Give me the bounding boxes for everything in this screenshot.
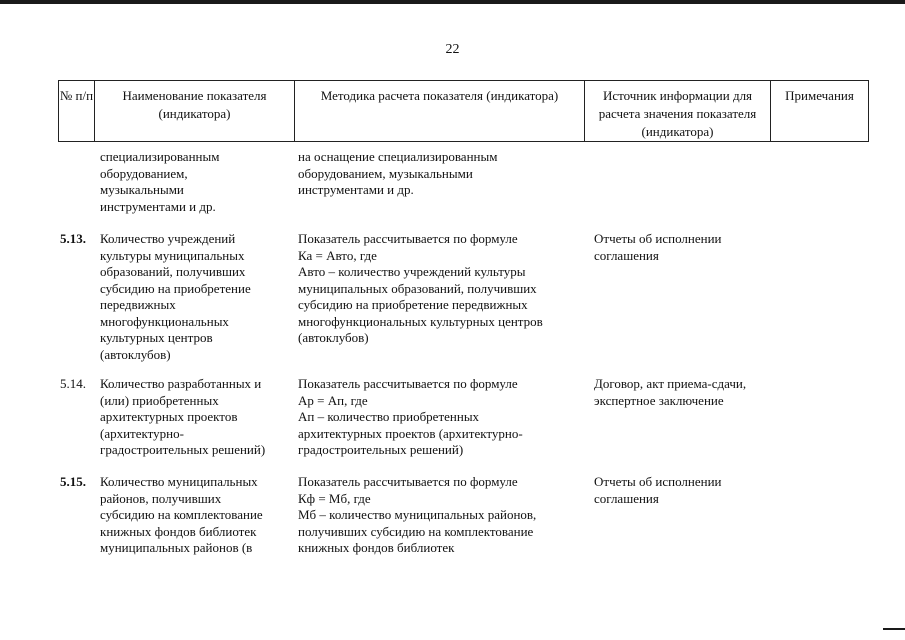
header-notes: Примечания	[770, 81, 868, 141]
row-indicator-name: Количество разработанных и (или) приобретенных архитектурных проектов (архитектурно- градостроительных решений)	[100, 376, 266, 457]
row-method: Показатель рассчитывается по формуле Ар = Ап, где Ап – количество приобретенных архитектурных проектов (архитектурно- градостроительных решений)	[298, 376, 523, 457]
continuation-name: специализированным оборудованием, музыкальными инструментами и др.	[100, 149, 220, 214]
row-number: 5.14.	[60, 376, 86, 391]
row-method: Показатель рассчитывается по формуле Кф = Мб, где Мб – количество муниципальных районов, получивших субсидию на комплектование книжных фондов библиотек	[298, 474, 537, 555]
row-source: Договор, акт приема-сдачи, экспертное заключение	[594, 376, 747, 408]
row-number: 5.15.	[60, 474, 86, 489]
row-indicator-name: Количество муниципальных районов, получивших субсидию на комплектование книжных фондов библиотек муниципальных районов (в	[100, 474, 263, 555]
row-number: 5.13.	[60, 231, 86, 246]
page-number: 22	[445, 42, 460, 57]
row-source: Отчеты об исполнении соглашения	[594, 231, 722, 263]
table-header	[58, 80, 869, 142]
row-source: Отчеты об исполнении соглашения	[594, 474, 722, 506]
row-method: Показатель рассчитывается по формуле Ка = Авто, где Авто – количество учреждений культуры муниципальных образований, получивших субсидию на приобретение передвижных многофункциональных культурных центров (автоклубов)	[298, 231, 543, 345]
header-number: № п/п	[59, 88, 94, 103]
header-source: Источник информации для расчета значения показателя (индикатора)	[584, 81, 770, 141]
header-indicator-name: Наименование показателя (индикатора)	[94, 81, 294, 141]
continuation-method: на оснащение специализированным оборудованием, музыкальными инструментами и др.	[298, 149, 498, 197]
bottom-scan-mark	[883, 628, 905, 630]
top-scan-border	[0, 0, 905, 4]
header-method: Методика расчета показателя (индикатора)	[294, 81, 584, 141]
row-indicator-name: Количество учреждений культуры муниципальных образований, получивших субсидию на приобретение передвижных многофункциональных культурных центров (автоклубов)	[100, 231, 251, 362]
